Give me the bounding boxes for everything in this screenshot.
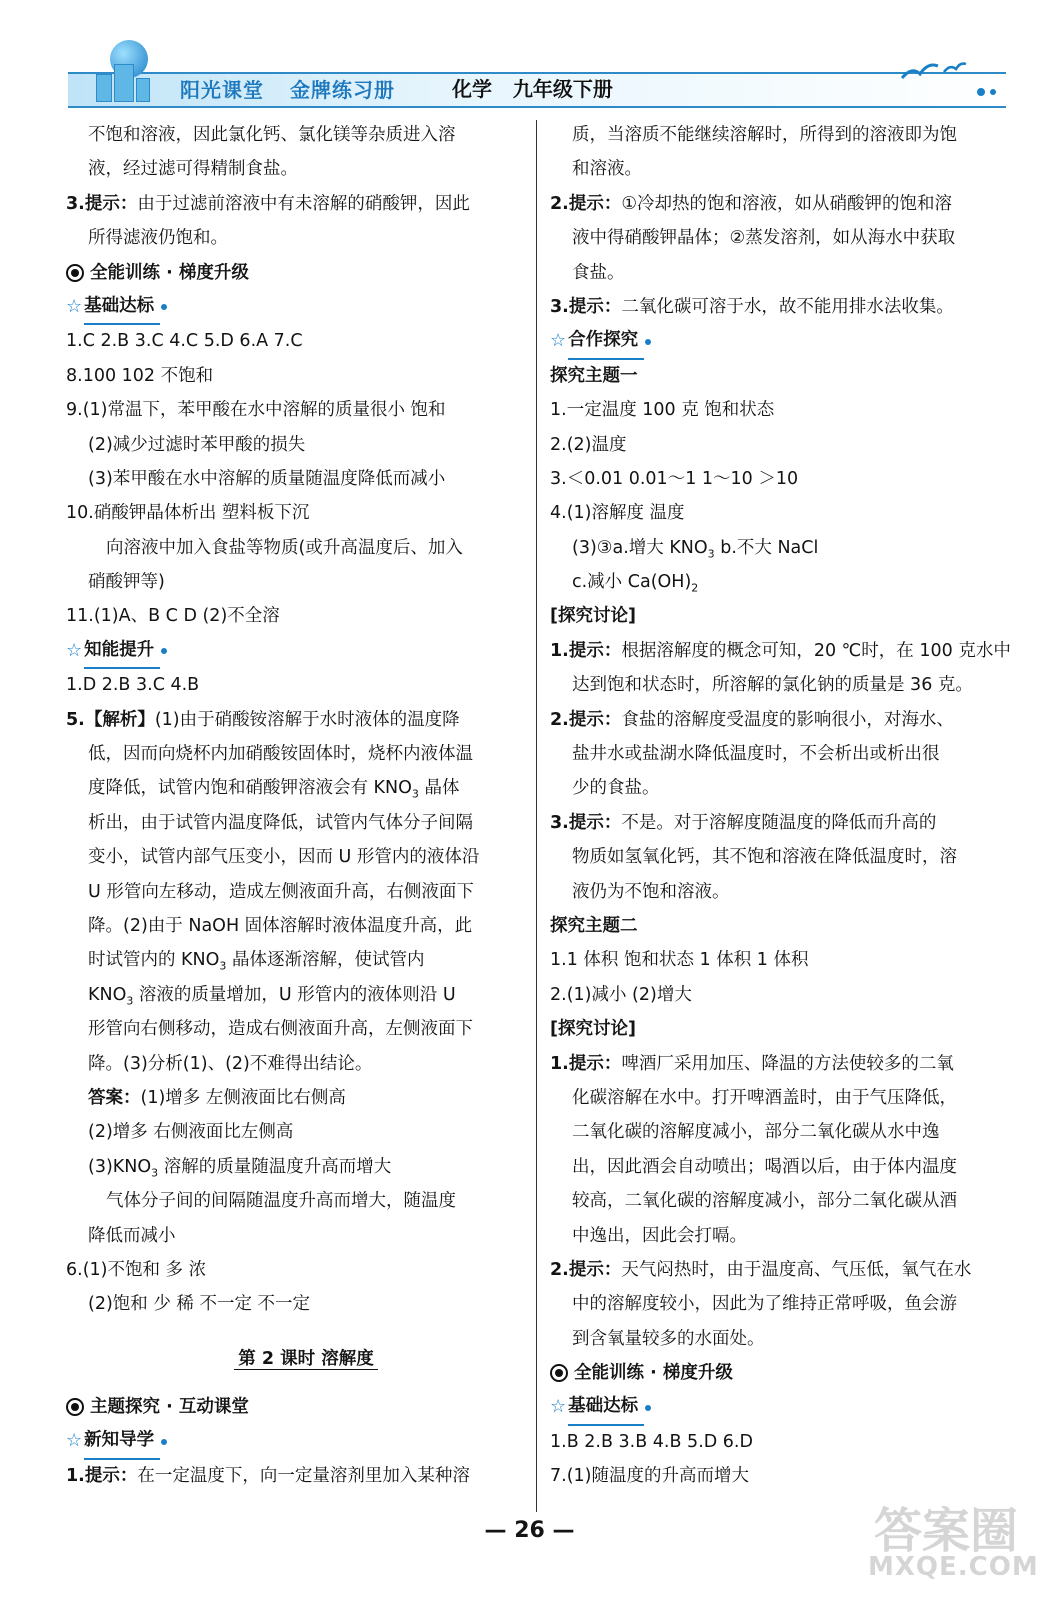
text-line: 8.100 102 不饱和 bbox=[66, 365, 214, 386]
lesson-title: 第 2 课时 溶解度 bbox=[66, 1342, 546, 1376]
text-line: 1.提示：在一定温度下，向一定量溶剂里加入某种溶 bbox=[66, 1465, 470, 1486]
text-line: (3)③a.增大 $KNO_3$ b.不大 NaCl bbox=[572, 537, 819, 561]
text-line: 探究主题二 bbox=[550, 915, 638, 936]
text-line: [探究讨论] bbox=[550, 1019, 636, 1040]
text-line: 降低而减小 bbox=[88, 1225, 176, 1246]
subsection-heading: ☆ 知能提升 bbox=[66, 634, 546, 668]
text-line: $KNO_3$ 溶液的质量增加，U 形管内的液体则沿 U bbox=[88, 984, 456, 1008]
watermark-bottom: MXQE.COM bbox=[868, 1552, 1039, 1582]
text-line: 降。(3)分析(1)、(2)不难得出结论。 bbox=[88, 1053, 373, 1074]
text-line: 二氧化碳的溶解度减小，部分二氧化碳从水中逸 bbox=[572, 1122, 940, 1143]
text-line: 少的食盐。 bbox=[572, 778, 660, 799]
text-line: 3.提示：由于过滤前溶液中有未溶解的硝酸钾，因此 bbox=[66, 193, 470, 214]
star-icon: ☆ bbox=[66, 1430, 83, 1452]
text-line: 9.(1)常温下，苯甲酸在水中溶解的质量很小 饱和 bbox=[66, 400, 446, 421]
text-line: 6.(1)不饱和 多 浓 bbox=[66, 1259, 207, 1280]
text-line: 和溶液。 bbox=[572, 159, 642, 180]
text-line: 液，经过滤可得精制食盐。 bbox=[88, 159, 298, 180]
text-line: 7.(1)随温度的升高而增大 bbox=[550, 1466, 749, 1487]
watermark-top: 答案圈 bbox=[874, 1503, 1019, 1559]
text-line: 3.提示：二氧化碳可溶于水，故不能用排水法收集。 bbox=[550, 296, 954, 317]
text-line: (2)增多 右侧液面比左侧高 bbox=[88, 1122, 294, 1143]
text-line: 1.D 2.B 3.C 4.B bbox=[66, 675, 200, 696]
section-heading: 全能训练 · 梯度升级 bbox=[550, 1356, 1030, 1390]
bullet-icon bbox=[66, 1398, 84, 1416]
text-line: 硝酸钾等) bbox=[88, 572, 165, 593]
text-line: 液中得硝酸钾晶体；②蒸发溶剂，如从海水中获取 bbox=[572, 228, 956, 249]
text-line: 2.提示：天气闷热时，由于温度高、气压低，氧气在水 bbox=[550, 1259, 972, 1280]
subject-grade: 化学 九年级下册 bbox=[452, 77, 613, 101]
text-line: [探究讨论] bbox=[550, 606, 636, 627]
subsection-heading: ☆ 合作探究 bbox=[550, 324, 1030, 358]
text-line: 答案：(1)增多 左侧液面比右侧高 bbox=[88, 1087, 346, 1108]
text-line: 2.(1)减小 (2)增大 bbox=[550, 984, 692, 1005]
text-line: U 形管向左移动，造成左侧液面升高，右侧液面下 bbox=[88, 881, 474, 902]
section-heading: 主题探究 · 互动课堂 bbox=[66, 1390, 546, 1424]
right-column bbox=[550, 118, 1030, 1494]
text-line: 11.(1)A、B C D (2)不全溶 bbox=[66, 606, 280, 627]
text-line: 到含氧量较多的水面处。 bbox=[572, 1328, 765, 1349]
text-line: c.减小 $Ca(OH)_2$ bbox=[572, 572, 699, 595]
bullet-icon bbox=[550, 1364, 568, 1382]
text-line: 气体分子间的间隔随温度升高而增大，随温度 bbox=[106, 1191, 456, 1212]
text-line: 液仍为不饱和溶液。 bbox=[572, 881, 730, 902]
text-line: 1.C 2.B 3.C 4.C 5.D 6.A 7.C bbox=[66, 331, 303, 352]
text-line: 降。(2)由于 NaOH 固体溶解时液体温度升高，此 bbox=[88, 915, 473, 936]
text-line: 食盐。 bbox=[572, 262, 625, 283]
text-line: 中的溶解度较小，因此为了维持正常呼吸，鱼会游 bbox=[572, 1294, 957, 1315]
text-line: 变小，试管内部气压变小，因而 U 形管内的液体沿 bbox=[88, 847, 480, 868]
text-line: 1.1 体积 饱和状态 1 体积 1 体积 bbox=[550, 950, 809, 971]
text-line: 5.【解析】(1)由于硝酸铵溶解于水时液体的温度降 bbox=[66, 709, 460, 730]
page-number: — 26 — bbox=[484, 1518, 575, 1543]
building-logo-icon bbox=[90, 62, 164, 102]
text-line: (3)苯甲酸在水中溶解的质量随温度降低而减小 bbox=[88, 468, 446, 489]
left-column bbox=[66, 118, 546, 1493]
birds-icon bbox=[898, 52, 968, 88]
text-line: 2.提示：①冷却热的饱和溶液，如从硝酸钾的饱和溶 bbox=[550, 193, 953, 214]
subsection-heading: ☆ 基础达标 bbox=[550, 1390, 1030, 1424]
text-line: 所得滤液仍饱和。 bbox=[88, 228, 228, 249]
text-line: 化碳溶解在水中。打开啤酒盖时，由于气压降低， bbox=[572, 1087, 957, 1108]
text-line: 较高，二氧化碳的溶解度减小，部分二氧化碳从酒 bbox=[572, 1191, 957, 1212]
text-line: 不饱和溶液，因此氯化钙、氯化镁等杂质进入溶 bbox=[88, 125, 456, 145]
star-icon: ☆ bbox=[550, 1396, 567, 1418]
text-line: 形管向右侧移动，造成右侧液面升高，左侧液面下 bbox=[88, 1019, 473, 1040]
text-line: 物质如氢氧化钙，其不饱和溶液在降低温度时，溶 bbox=[572, 847, 957, 868]
text-line: 时试管内的 $KNO_3$ 晶体逐渐溶解，使试管内 bbox=[88, 950, 425, 973]
text-line: 质，当溶质不能继续溶解时，所得到的溶液即为饱 bbox=[572, 125, 957, 145]
text-line: 1.一定温度 100 克 饱和状态 bbox=[550, 400, 775, 421]
text-line: 达到饱和状态时，所溶解的氯化钠的质量是 36 克。 bbox=[572, 675, 973, 696]
text-line: 析出，由于试管内温度降低，试管内气体分子间隔 bbox=[88, 812, 473, 833]
bullet-icon bbox=[66, 264, 84, 282]
dots-decoration-icon bbox=[975, 84, 1005, 100]
text-line: 1.提示：啤酒厂采用加压、降温的方法使较多的二氧 bbox=[550, 1053, 954, 1074]
text-line: 盐井水或盐湖水降低温度时，不会析出或析出很 bbox=[572, 744, 940, 765]
text-line: 中逸出，因此会打嗝。 bbox=[572, 1225, 747, 1246]
star-icon: ☆ bbox=[550, 330, 567, 352]
text-line: 1.B 2.B 3.B 4.B 5.D 6.D bbox=[550, 1431, 753, 1452]
subsection-heading: ☆ 新知导学 bbox=[66, 1424, 546, 1458]
text-line: 探究主题一 bbox=[550, 365, 638, 386]
text-line: (2)减少过滤时苯甲酸的损失 bbox=[88, 434, 306, 455]
series-title: 阳光课堂 金牌练习册 bbox=[180, 78, 395, 102]
text-line: 1.提示：根据溶解度的概念可知，20 ℃时，在 100 克水中 bbox=[550, 640, 1011, 661]
star-icon: ☆ bbox=[66, 295, 83, 317]
text-line: (2)饱和 少 稀 不一定 不一定 bbox=[88, 1294, 311, 1315]
subsection-heading: ☆ 基础达标 bbox=[66, 290, 546, 324]
text-line: 10.硝酸钾晶体析出 塑料板下沉 bbox=[66, 503, 310, 524]
star-icon: ☆ bbox=[66, 639, 83, 661]
text-line: 3.提示：不是。对于溶解度随温度的降低而升高的 bbox=[550, 812, 937, 833]
page-header bbox=[0, 0, 1059, 118]
text-line: 出，因此酒会自动喷出；喝酒以后，由于体内温度 bbox=[572, 1156, 957, 1177]
text-line: 度降低，试管内饱和硝酸钾溶液会有 $KNO_3$ 晶体 bbox=[88, 778, 460, 801]
text-line: 低，因而向烧杯内加硝酸铵固体时，烧杯内液体温 bbox=[88, 744, 473, 765]
watermark bbox=[864, 1492, 1044, 1592]
text-line: 3.＜0.01 0.01～1 1～10 ＞10 bbox=[550, 468, 799, 489]
text-line: 2.提示：食盐的溶解度受温度的影响很小，对海水、 bbox=[550, 709, 954, 730]
text-line: 4.(1)溶解度 温度 bbox=[550, 503, 685, 524]
section-heading: 全能训练 · 梯度升级 bbox=[66, 256, 546, 290]
text-line: 向溶液中加入食盐等物质(或升高温度后、加入 bbox=[106, 537, 463, 558]
text-line: $(3)KNO_3$ 溶解的质量随温度升高而增大 bbox=[88, 1156, 392, 1180]
text-line: 2.(2)温度 bbox=[550, 434, 627, 455]
